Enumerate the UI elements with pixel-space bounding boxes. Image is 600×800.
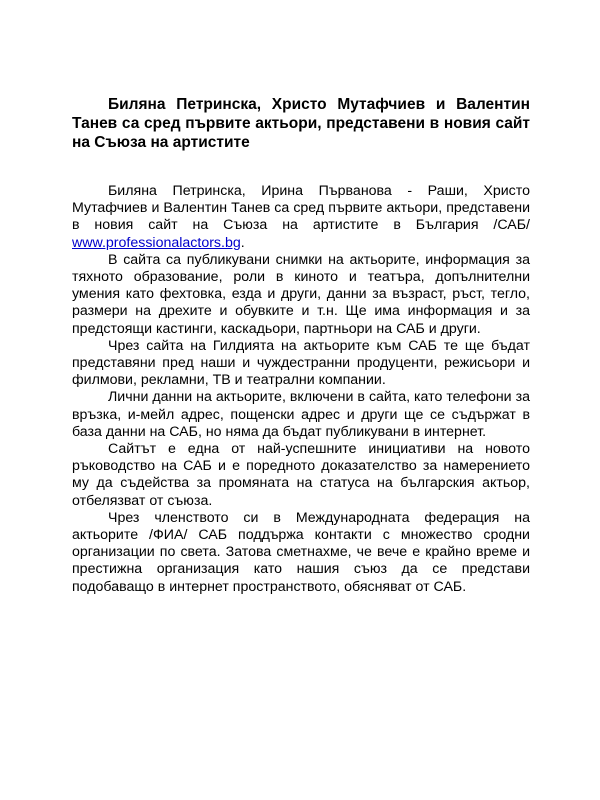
paragraph-6: Чрез членството си в Международната федерация на актьорите /ФИА/ САБ поддържа контакти с множество сродни организации по света. Затова сметнахме, че вече е крайно време и престижна организация като нашия съюз да се представи подобаващо в интернет пространството, обясняват от САБ. [72, 509, 530, 595]
paragraph-5: Сайтът е една от най-успешните инициативи на новото ръководство на САБ и е поредното доказателство за намерението му да съдейства за промяната на статуса на българския актьор, отбелязват от съюза. [72, 441, 530, 509]
website-link[interactable]: www.professionalactors.bg [72, 234, 241, 251]
article-title: Биляна Петринска, Христо Мутафчиев и Валентин Танев са сред първите актьори, представени в новия сайт на Съюза на артистите [72, 96, 530, 151]
paragraph-2: В сайта са публикувани снимки на актьорите, информация за тяхното образование, роли в киното и театъра, допълнителни умения като фехтовка, езда и други, данни за възраст, ръст, тегло, размери на дрехите и обувките и т.н. Ще има информация и за предстоящи кастинги, каскадьори, партньори на САБ и други. [72, 251, 530, 337]
article-body [72, 183, 530, 596]
paragraph-1-text: Биляна Петринска, Ирина Първанова - Раши, Христо Мутафчиев и Валентин Танев са сред първите актьори, представени в новия сайт на Съюза на артистите в България /САБ/ [72, 183, 530, 234]
paragraph-4: Лични данни на актьорите, включени в сайта, като телефони за връзка, и-мейл адрес, пощенски адрес и други ще се съдържат в база данни на САБ, но няма да бъдат публикувани в интернет. [72, 389, 530, 440]
paragraph-1-end: . [240, 234, 245, 251]
paragraph-3: Чрез сайта на Гилдията на актьорите към САБ те ще бъдат представяни пред наши и чуждестранни продуценти, режисьори и филмови, рекламни, ТВ и театрални компании. [72, 337, 530, 389]
document-page [72, 95, 530, 596]
paragraph-1 [72, 183, 530, 252]
